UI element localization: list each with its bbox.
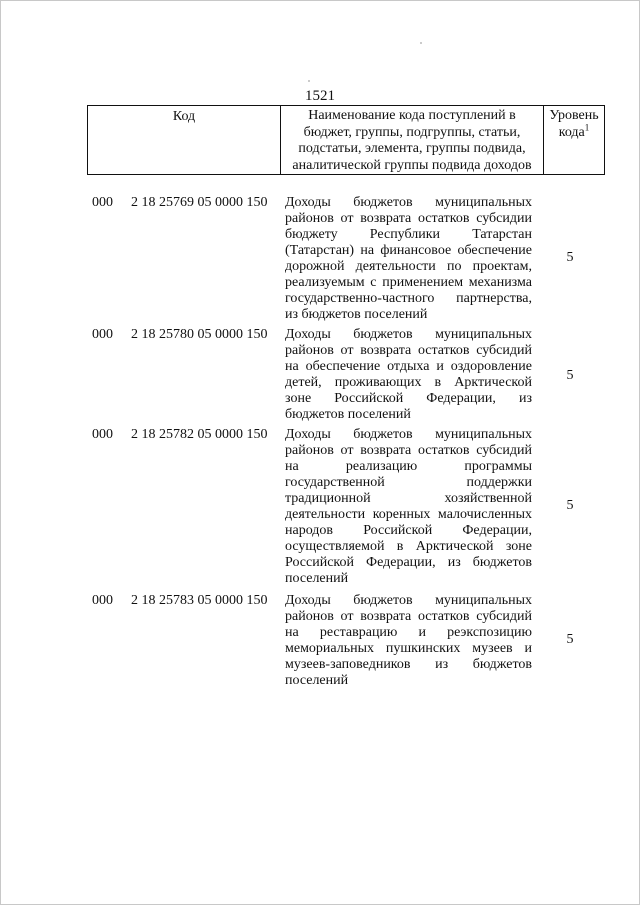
revenue-description: [285, 195, 532, 323]
code-prefix: 000: [92, 593, 113, 608]
header-level-word-2: кода: [558, 124, 585, 140]
description-line: музеев-заповедников из бюджетов: [285, 657, 532, 672]
description-line: народов Российской Федерации,: [285, 523, 532, 538]
description-line: реализуемым с применением механизма: [285, 275, 532, 290]
header-level: [544, 106, 604, 174]
revenue-code: 2 18 25783 05 0000 150: [131, 593, 268, 608]
header-name: Наименование кода поступлений в бюджет, группы, подгруппы, статьи, подстатьи, элемента, группы подвида, аналитической группы подвида доходов: [281, 106, 544, 174]
description-line: из бюджетов поселений: [285, 307, 428, 322]
description-line: осуществляемой в Арктической зоне: [285, 539, 532, 554]
description-line: детей, проживающих в Арктической: [285, 375, 532, 390]
header-code: Код: [88, 106, 281, 174]
description-line: бюджетов поселений: [285, 407, 411, 422]
description-line: районов от возврата остатков субсидий: [285, 443, 532, 458]
revenue-code: 2 18 25769 05 0000 150: [131, 195, 268, 210]
description-line: бюджету Республики Татарстан: [285, 227, 532, 242]
code-level: 5: [566, 368, 574, 383]
header-level-label: [549, 108, 598, 140]
description-line: государственно-частного партнерства,: [285, 291, 532, 306]
description-line: государственной поддержки: [285, 475, 532, 490]
description-line: поселений: [285, 673, 349, 688]
description-line: (Татарстан) на финансовое обеспечение: [285, 243, 532, 258]
revenue-description: [285, 427, 532, 587]
description-line: районов от возврата остатков субсидий: [285, 343, 532, 358]
scan-speck: [420, 42, 422, 44]
description-line: деятельности коренных малочисленных: [285, 507, 532, 522]
description-line: Доходы бюджетов муниципальных: [285, 427, 532, 442]
page-number: 1521: [305, 88, 335, 104]
description-line: зоне Российской Федерации, из: [285, 391, 532, 406]
code-level: 5: [566, 250, 574, 265]
table-header: [87, 105, 605, 175]
description-line: Доходы бюджетов муниципальных: [285, 195, 532, 210]
description-line: Доходы бюджетов муниципальных: [285, 593, 532, 608]
code-prefix: 000: [92, 427, 113, 442]
revenue-description: [285, 593, 532, 689]
description-line: районов от возврата остатков субсидии: [285, 211, 532, 226]
footnote-marker: 1: [584, 121, 590, 132]
code-level: 5: [566, 498, 574, 513]
revenue-code: 2 18 25780 05 0000 150: [131, 327, 268, 342]
description-line: районов от возврата остатков субсидий: [285, 609, 532, 624]
scan-speck: [308, 80, 310, 82]
description-line: традиционной хозяйственной: [285, 491, 532, 506]
description-line: мемориальных пушкинских музеев и: [285, 641, 532, 656]
description-line: на обеспечение отдыха и оздоровление: [285, 359, 532, 374]
description-line: поселений: [285, 571, 349, 586]
description-line: Российской Федерации, из бюджетов: [285, 555, 532, 570]
code-prefix: 000: [92, 327, 113, 342]
code-level: 5: [566, 632, 574, 647]
header-level-word-1: Уровень: [549, 108, 599, 123]
code-prefix: 000: [92, 195, 113, 210]
description-line: Доходы бюджетов муниципальных: [285, 327, 532, 342]
revenue-description: [285, 327, 532, 423]
description-line: на реставрацию и реэкспозицию: [285, 625, 532, 640]
description-line: дорожной деятельности по проектам,: [285, 259, 532, 274]
revenue-code: 2 18 25782 05 0000 150: [131, 427, 268, 442]
description-line: на реализацию программы: [285, 459, 532, 474]
